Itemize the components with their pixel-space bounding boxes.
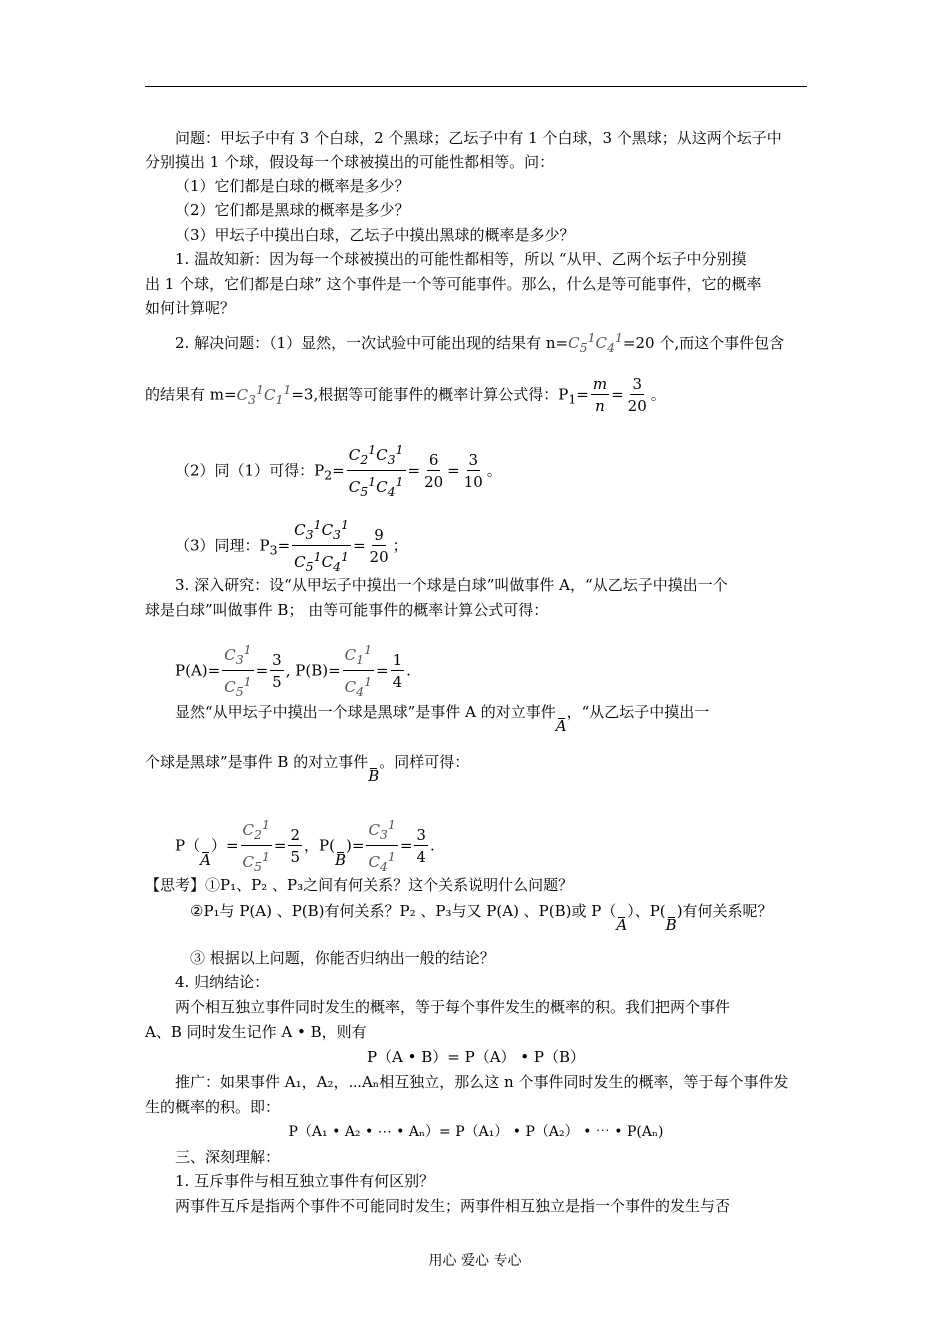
pa-pb-line: P(A)= $\frac{C_3^1}{C_5^1}$ = $\frac{3}{5}$ , P(B)= $\frac{C_1^1}{C_4^1}$ = $\frac{1}{4}$ . [175, 640, 411, 703]
fraction-1-4: $\frac{1}{4}$ [392, 651, 403, 691]
sec1-line-3: 如何计算呢？ [145, 299, 236, 317]
p2-line: （2）同（1）可得：$P_2=$ $\frac{C_2^1C_3^1}{C_5^1C_4^1}$ = $\frac{6}{20}$ = $\frac{3}{10}$ 。 [175, 440, 502, 503]
think-line-1: 【思考】①P₁、P₂ 、P₃之间有何关系？这个关系说明什么问题？ [145, 876, 574, 894]
think-text-b: ）、P( [627, 902, 666, 920]
fraction-2-5: $\frac{2}{5}$ [290, 826, 301, 866]
b-bar-3: B [665, 916, 677, 934]
pbbar-label: ，P( [304, 836, 335, 855]
pabar-label: P（ [175, 836, 201, 855]
fraction-3-5: $\frac{3}{5}$ [272, 651, 282, 691]
obvious-text-c: 个球是黑球”是事件 B 的对立事件 [145, 753, 369, 771]
b-bar: B [368, 767, 380, 785]
page-footer: 用心 爱心 专心 [428, 1253, 522, 1269]
b-bar-2: B [334, 850, 347, 869]
formula-general: P（A₁ • A₂ • ⋯ • Aₙ）= P（A₁） • P（A₂） • ⋯ • P(Aₙ) [288, 1124, 664, 1140]
sec2-m-label: 的结果有 m= [145, 385, 237, 404]
sec2-line-2: 的结果有 $m=C_3^1C_1^1=3$,根据等可能事件的概率计算公式得：$P_1=$ $\frac{m}{n}$ = $\frac{3}{20}$ 。 [145, 375, 666, 415]
sec5-title: 三、深刻理解： [175, 1148, 281, 1166]
pb-label: , P(B)= [285, 661, 341, 680]
sec3-line-2: 球是白球”叫做事件 B； 由等可能事件的概率计算公式可得： [145, 601, 549, 619]
pbbar-combo-fraction: $\frac{C_3^1}{C_4^1}$ [368, 817, 396, 874]
sec3-line-1: 3. 深入研究：设“从甲坛子中摸出一个球是白球”叫做事件 A，“从乙坛子中摸出一个 [175, 576, 728, 594]
think-text-c: )有何关系呢？ [676, 902, 773, 920]
sec5-question: 1. 互斥事件与相互独立事件有何区别？ [175, 1172, 435, 1190]
generalize-line-2: 生的概率的积。即： [145, 1098, 281, 1116]
sec2-text-a: 2. 解决问题：（1）显然，一次试验中可能出现的结果有 n= [175, 334, 569, 352]
think-line-2 [190, 901, 773, 934]
sec2-line-1 [175, 328, 784, 358]
pb-combo-fraction: $\frac{C_1^1}{C_4^1}$ [344, 642, 373, 699]
obvious-line-1 [175, 702, 710, 735]
sec1-line-2: 出 1 个球，它们都是白球” 这个事件是一个等可能事件。那么，什么是等可能事件，它的概率 [145, 275, 762, 293]
sec4-line-2: A、B 同时发生记作 A • B，则有 [145, 1023, 367, 1041]
p2-label: （2）同（1）可得：P [175, 461, 325, 480]
problem-line-1: 问题：甲坛子中有 3 个白球，2 个黑球；乙坛子中有 1 个白球，3 个黑球；从这两个坛子中 [175, 129, 782, 147]
header-rule [145, 86, 807, 87]
sec4-line-1: 两个相互独立事件同时发生的概率，等于每个事件发生的概率的积。我们把两个事件 [175, 998, 731, 1016]
pabar-pbbar-line: P（A）= $\frac{C_2^1}{C_5^1}$ = $\frac{2}{5}$ ，P(B)= $\frac{C_3^1}{C_4^1}$ = $\frac{3}{4}$ . [175, 815, 435, 878]
obvious-text-a: 显然“从甲坛子中摸出一个球是黑球”是事件 A 的对立事件 [175, 703, 556, 721]
a-bar: A [555, 717, 567, 735]
pabar-combo-fraction: $\frac{C_2^1}{C_5^1}$ [242, 817, 270, 874]
sec2-text-b: =20 个,而这个事件包含 [622, 334, 785, 352]
pabar-eq: ）= [210, 836, 239, 855]
fraction-9-20: $\frac{9}{20}$ [369, 526, 389, 566]
obvious-text-d: 。同样可得： [379, 753, 470, 771]
a-bar-3: A [616, 916, 628, 934]
think-line-3: ③ 根据以上问题，你能否归纳出一般的结论？ [190, 949, 495, 967]
sec5-line-1: 两事件互斥是指两个事件不可能同时发生；两事件相互独立是指一个事件的发生与否 [175, 1197, 731, 1215]
obvious-line-2 [145, 752, 470, 785]
p3-combo-fraction: $\frac{C_3^1C_3^1}{C_5^1C_4^1}$ [294, 517, 349, 574]
fraction-6-20: $\frac{6}{20}$ [424, 451, 444, 491]
generalize-line-1: 推广：如果事件 A₁，A₂，⋯Aₙ相互独立，那么这 n 个事件同时发生的概率，等于每个事件发 [175, 1073, 789, 1091]
fraction-3-10: $\frac{3}{10}$ [463, 451, 483, 491]
formula-independent: P（A • B）= P（A） • P（B） [366, 1048, 586, 1066]
obvious-text-b: ，“从乙坛子中摸出一 [566, 703, 710, 721]
pa-combo-fraction: $\frac{C_3^1}{C_5^1}$ [224, 642, 252, 699]
sec2-formula-label: =3,根据等可能事件的概率计算公式得：P [291, 385, 569, 404]
sec1-line-1: 1. 温故知新：因为每一个球被摸出的可能性都相等，所以 “从甲、乙两个坛子中分别摸 [175, 250, 747, 268]
fraction-3-4: $\frac{3}{4}$ [416, 826, 426, 866]
p2-combo-fraction: $\frac{C_2^1C_3^1}{C_5^1C_4^1}$ [348, 442, 404, 499]
combo-n: $C_5^1C_4^1$ [568, 330, 623, 355]
question-2: （2）它们都是黑球的概率是多少？ [175, 201, 410, 219]
a-bar-2: A [200, 850, 211, 869]
problem-line-2: 分别摸出 1 个球，假设每一个球被摸出的可能性都相等。问： [145, 153, 555, 171]
question-3: （3）甲坛子中摸出白球，乙坛子中摸出黑球的概率是多少？ [175, 226, 575, 244]
question-1: （1）它们都是白球的概率是多少？ [175, 177, 410, 195]
sec4-title: 4. 归纳结论： [175, 973, 270, 991]
fraction-m-n: $\frac{m}{n}$ [592, 375, 608, 415]
combo-m: $C_3^1C_1^1$ [236, 381, 292, 407]
pbbar-eq: )= [346, 836, 365, 855]
think-text-a: ②P₁与 P(A) 、P(B)有何关系？P₂ 、P₃与又 P(A) 、P(B)或 P（ [190, 902, 617, 920]
p3-label: （3）同理：P [175, 536, 270, 555]
fraction-3-20: $\frac{3}{20}$ [627, 375, 647, 415]
pa-label: P(A)= [175, 661, 221, 680]
p3-line: （3）同理：$P_3=$ $\frac{C_3^1C_3^1}{C_5^1C_4^1}$ = $\frac{9}{20}$ ； [175, 515, 408, 578]
